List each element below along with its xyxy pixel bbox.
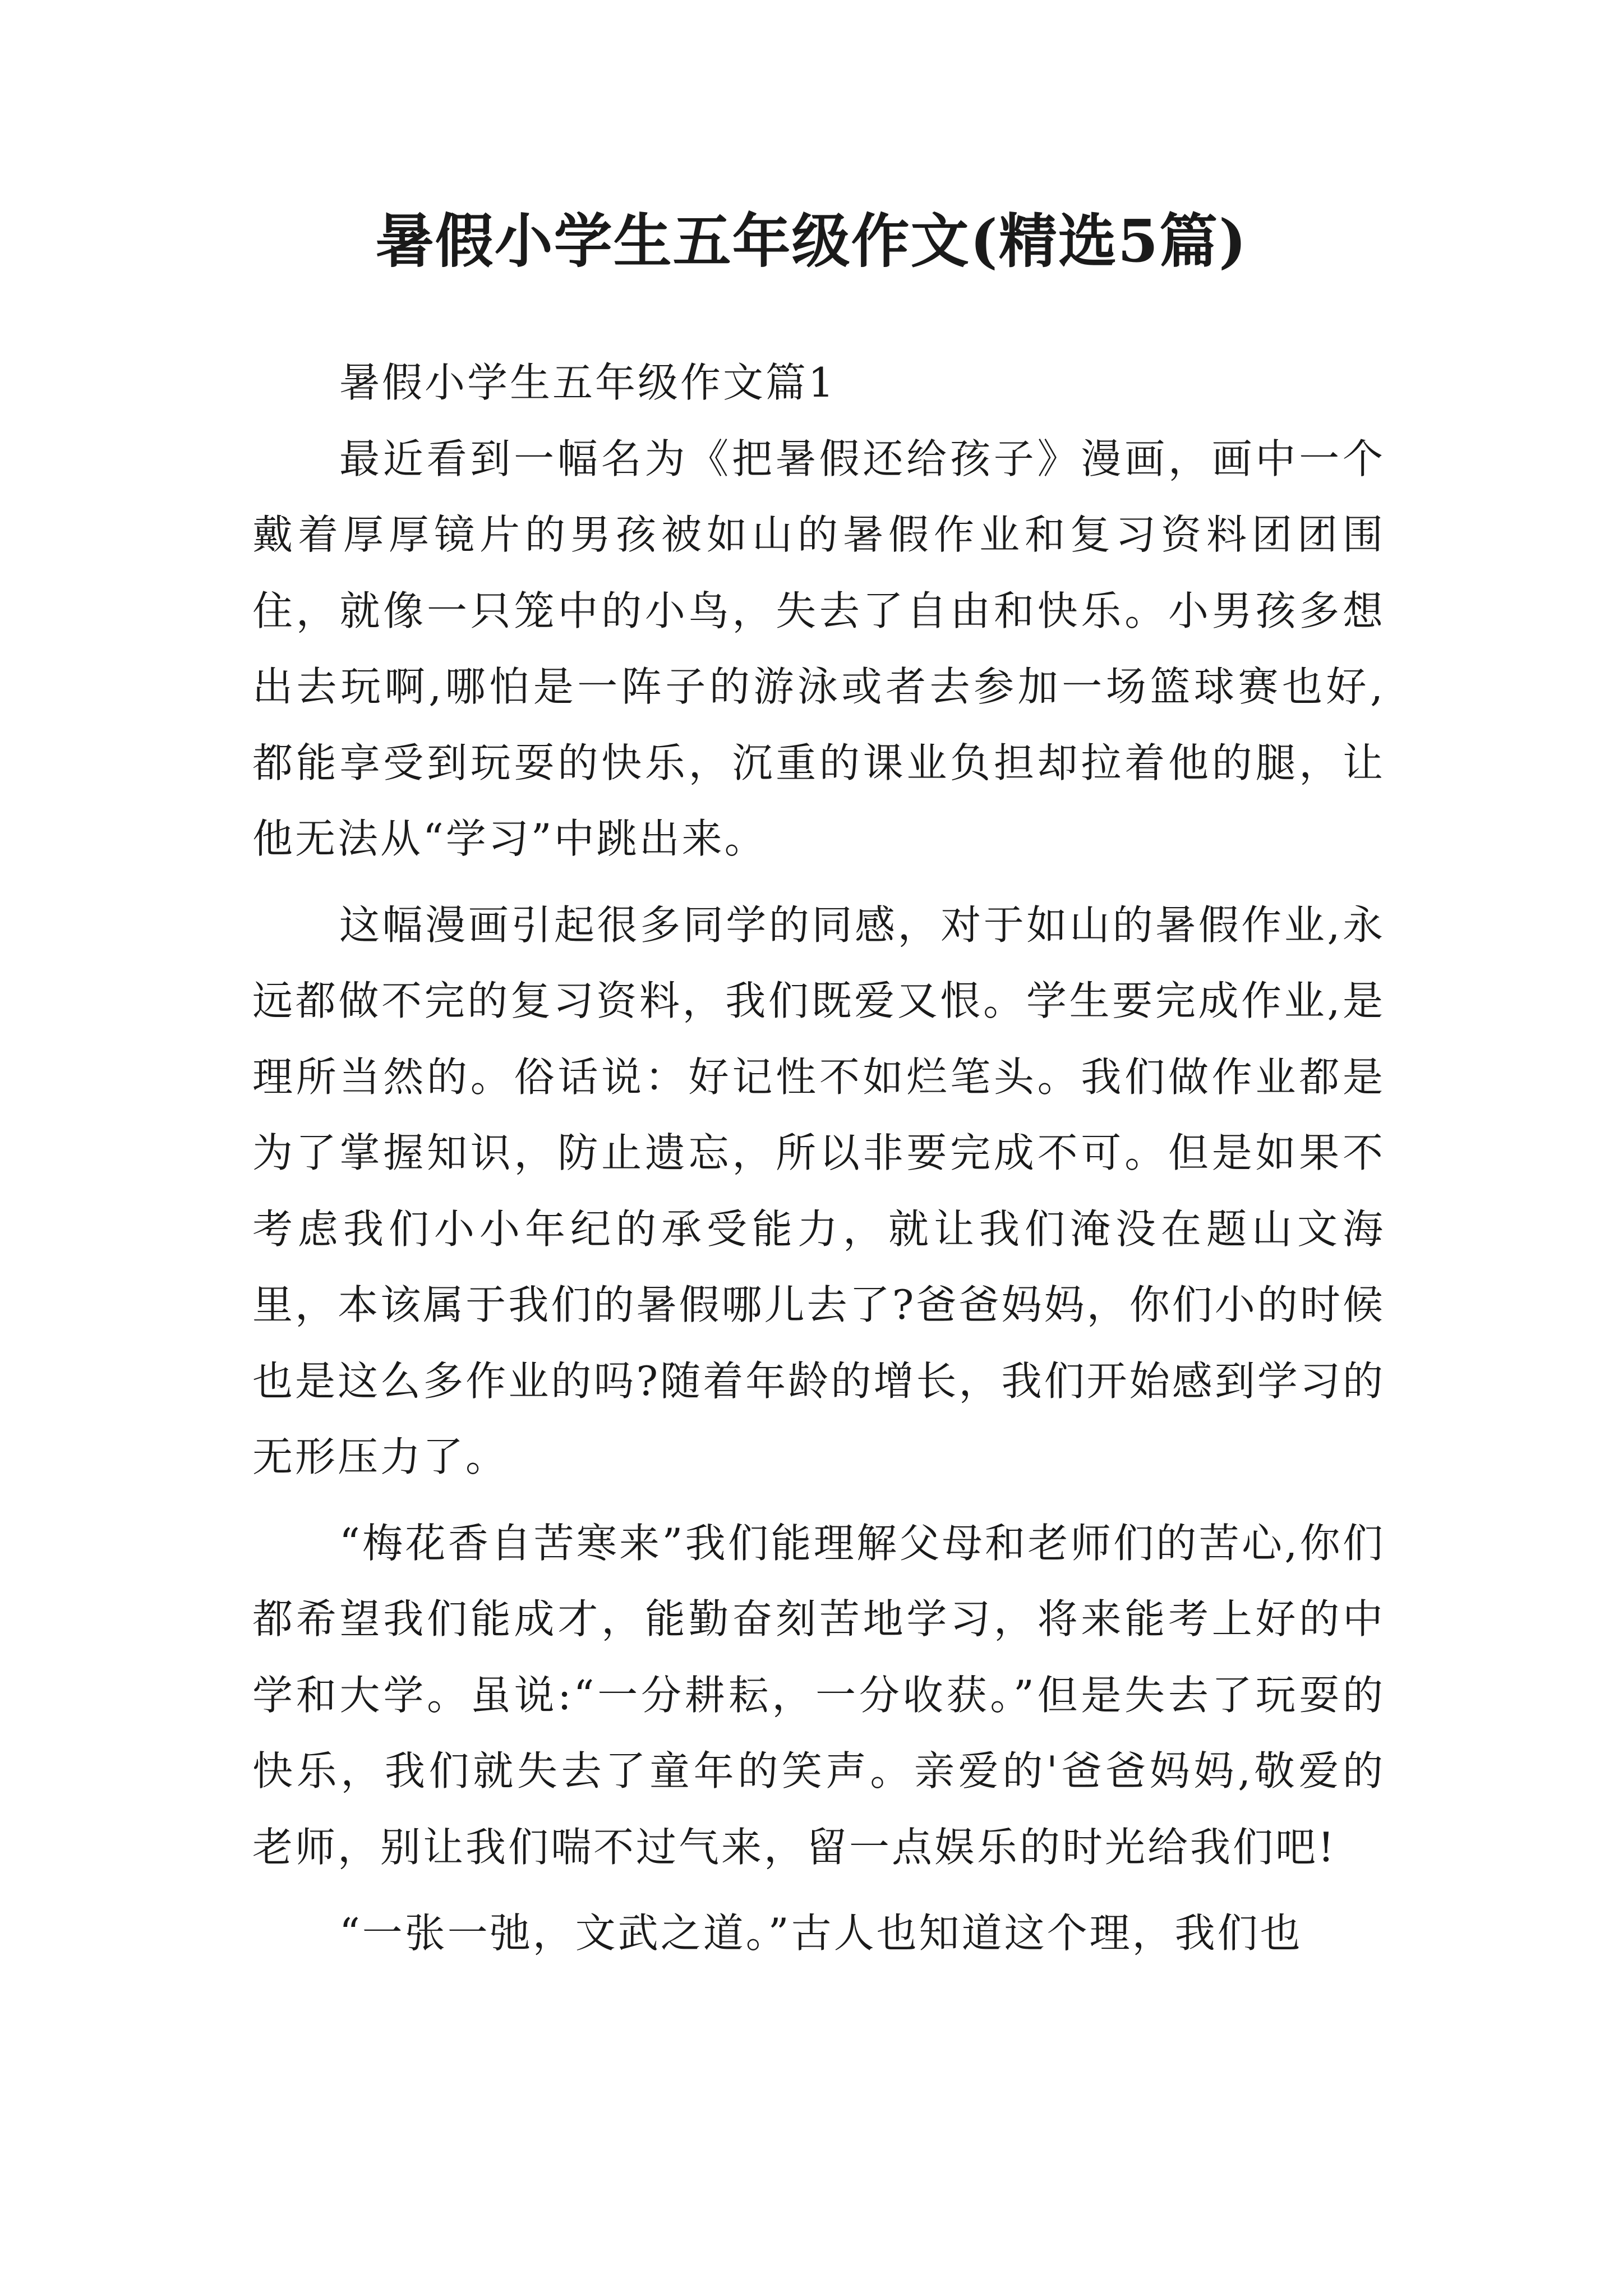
section-heading: 暑假小学生五年级作文篇1 <box>339 359 836 406</box>
paragraph-2: 这幅漫画引起很多同学的同感，对于如山的暑假作业,永远都做不完的复习资料，我们既爱又恨。学生要完成作业,是理所当然的。俗话说：好记性不如烂笔头。我们做作业都是为了掌握知识，防止遗忘，所以非要完成不可。但是如果不考虑我们小小年纪的承受能力，就让我们淹没在题山文海里，本该属于我们的暑假哪儿去了?爸爸妈妈，你们小的时候也是这么多作业的吗?随着年龄的增长，我们开始感到学习的无形压力了。 <box>252 901 1385 1480</box>
paragraph-3: “梅花香自苦寒来”我们能理解父母和老师们的苦心,你们都希望我们能成才，能勤奋刻苦地学习，将来能考上好的中学和大学。虽说:“一分耕耘，一分收获。”但是失去了玩耍的快乐，我们就失去了童年的笑声。亲爱的'爸爸妈妈,敬爱的老师，别让我们喘不过气来，留一点娱乐的时光给我们吧! <box>252 1519 1385 1871</box>
paragraph-4: “一张一弛，文武之道。”古人也知道这个理，我们也 <box>339 1910 1303 1957</box>
paragraph-1: 最近看到一幅名为《把暑假还给孩子》漫画，画中一个戴着厚厚镜片的男孩被如山的暑假作业和复习资料团团围住，就像一只笼中的小鸟，失去了自由和快乐。小男孩多想出去玩啊,哪怕是一阵子的游泳或者去参加一场篮球赛也好,都能享受到玩耍的快乐，沉重的课业负担却拉着他的腿，让他无法从“学习”中跳出来。 <box>252 435 1385 862</box>
document-body <box>252 345 1385 1982</box>
document-title: 暑假小学生五年级作文(精选5篇) <box>375 206 1248 275</box>
